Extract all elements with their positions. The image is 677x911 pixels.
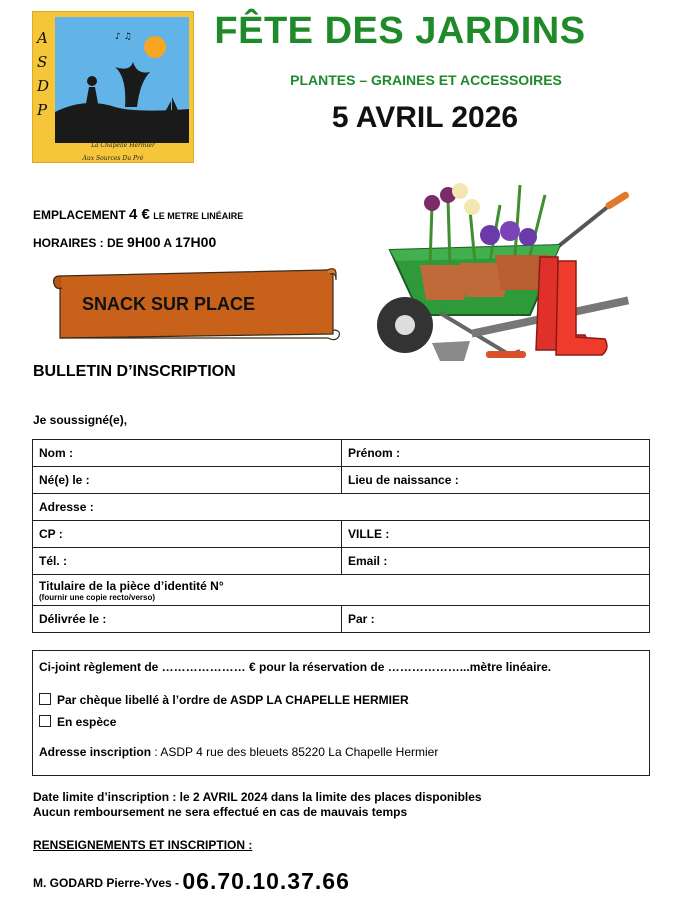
deadline-line: Date limite d’inscription : le 2 AVRIL 2024 dans la limite des places disponibles: [33, 790, 482, 804]
registration-address: [39, 745, 438, 759]
cheque-label: Par chèque libellé à l’ordre de ASDP LA CHAPELLE HERMIER: [57, 693, 409, 707]
logo-letters: [37, 26, 49, 122]
walker-silhouette-image: [55, 17, 189, 143]
id-number-label: Titulaire de la pièce d’identité N°: [39, 578, 224, 593]
cp-field[interactable]: [33, 521, 342, 548]
horaires-label: HORAIRES : DE: [33, 236, 124, 250]
issued-date-label: Délivrée le :: [39, 612, 107, 626]
logo-letter: P: [37, 101, 48, 119]
svg-text:♪ ♫: ♪ ♫: [115, 32, 132, 42]
horaires-sep: A: [163, 236, 172, 250]
table-row: [33, 494, 650, 521]
emplacement-unit: LE METRE LINÉAIRE: [153, 211, 244, 221]
table-row: [33, 575, 650, 606]
nom-label: Nom :: [39, 446, 73, 460]
cash-label: En espèce: [57, 715, 117, 729]
emplacement-label: EMPLACEMENT: [33, 208, 126, 222]
horaires-end: 17H00: [174, 234, 217, 250]
table-row: [33, 606, 650, 633]
cp-label: CP :: [39, 527, 63, 541]
payment-amount-line: Ci-joint règlement de ………………… € pour la réservation de ………………...mètre linéaire.: [39, 660, 552, 674]
deadline-text: [33, 790, 482, 820]
asdp-logo: [32, 11, 194, 163]
cash-option[interactable]: [39, 715, 116, 729]
cheque-option[interactable]: [39, 693, 409, 707]
issued-by-field[interactable]: [342, 606, 650, 633]
emplacement-line: [33, 206, 243, 223]
horaires-start: 9H00: [127, 234, 161, 250]
tel-field[interactable]: [33, 548, 342, 575]
table-row: [33, 548, 650, 575]
address-field[interactable]: [33, 494, 650, 521]
logo-tagline: Aux Sources Du Pré: [82, 155, 144, 162]
logo-letter: S: [37, 53, 48, 71]
nom-field[interactable]: [33, 440, 342, 467]
table-row: [33, 521, 650, 548]
horaires-line: [33, 234, 216, 250]
form-title: BULLETIN D’INSCRIPTION: [33, 363, 236, 380]
event-subtitle: PLANTES – GRAINES ET ACCESSOIRES: [290, 72, 562, 88]
registration-form-table: [32, 439, 650, 633]
issued-by-label: Par :: [348, 612, 375, 626]
ville-label: VILLE :: [348, 527, 390, 541]
ville-field[interactable]: [342, 521, 650, 548]
registration-address-value: : ASDP 4 rue des bleuets 85220 La Chapelle Hermier: [154, 745, 439, 759]
prenom-label: Prénom :: [348, 446, 401, 460]
snack-banner-text: SNACK SUR PLACE: [82, 294, 256, 314]
table-row: [33, 440, 650, 467]
email-label: Email :: [348, 554, 388, 568]
birthdate-field[interactable]: [33, 467, 342, 494]
prenom-field[interactable]: [342, 440, 650, 467]
email-field[interactable]: [342, 548, 650, 575]
logo-illustration: [55, 17, 189, 143]
contact-name: M. GODARD Pierre-Yves -: [33, 876, 180, 890]
cash-checkbox[interactable]: [39, 715, 51, 727]
contact-phone[interactable]: 06.70.10.37.66: [182, 868, 350, 894]
logo-caption: La Chapelle Hermier: [91, 142, 155, 149]
no-refund-line: Aucun remboursement ne sera effectué en cas de mauvais temps: [33, 805, 408, 819]
tel-label: Tél. :: [39, 554, 68, 568]
issued-date-field[interactable]: [33, 606, 342, 633]
event-date: 5 AVRIL 2026: [331, 101, 519, 134]
contact-line: [33, 868, 350, 895]
logo-letter: A: [37, 29, 48, 47]
form-intro: Je soussigné(e),: [33, 413, 128, 427]
table-row: [33, 467, 650, 494]
birthplace-label: Lieu de naissance :: [348, 473, 459, 487]
emplacement-price: 4 €: [129, 206, 150, 223]
event-title: FÊTE DES JARDINS: [214, 10, 586, 52]
id-number-field[interactable]: [33, 575, 650, 606]
wheelbarrow-illustration: [360, 165, 660, 375]
renseignements-heading: RENSEIGNEMENTS ET INSCRIPTION :: [33, 838, 253, 852]
id-copy-note: (fournir une copie recto/verso): [39, 592, 156, 602]
address-label: Adresse :: [39, 500, 94, 514]
birthdate-label: Né(e) le :: [39, 473, 90, 487]
birthplace-field[interactable]: [342, 467, 650, 494]
logo-letter: D: [37, 77, 50, 95]
registration-address-label: Adresse inscription: [39, 745, 152, 759]
cheque-checkbox[interactable]: [39, 693, 51, 705]
